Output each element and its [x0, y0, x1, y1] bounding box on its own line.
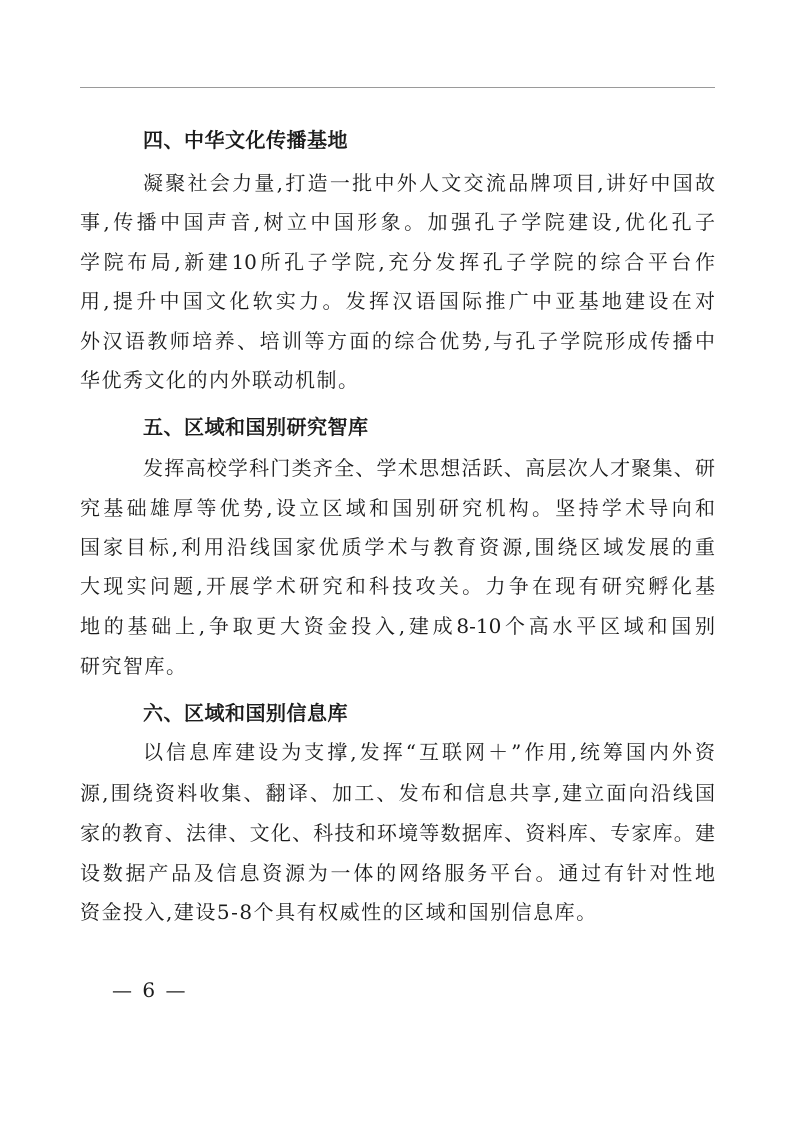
section-heading: 四、中华文化传播基地 [143, 128, 348, 152]
paragraph-line: 外汉语教师培养、培训等方面的综合优势,与孔子学院形成传播中 [80, 329, 715, 353]
paragraph-line: 华优秀文化的内外联动机制。 [80, 368, 360, 392]
section-heading: 六、区域和国别信息库 [143, 701, 348, 725]
paragraph-line: 用,提升中国文化软实力。发挥汉语国际推广中亚基地建设在对 [80, 289, 715, 313]
paragraph-line: 地的基础上,争取更大资金投入,建成8-10个高水平区域和国别 [80, 614, 715, 638]
paragraph-line: 资金投入,建设5-8个具有权威性的区域和国别信息库。 [80, 900, 598, 924]
paragraph-line: 设数据产品及信息资源为一体的网络服务平台。通过有针对性地 [80, 861, 715, 885]
page-number: — 6 — [112, 978, 188, 1002]
paragraph-line: 家的教育、法律、文化、科技和环境等数据库、资料库、专家库。建 [80, 821, 715, 845]
paragraph-line: 以信息库建设为支撑,发挥“互联网＋”作用,统筹国内外资 [143, 740, 715, 764]
paragraph-line: 凝聚社会力量,打造一批中外人文交流品牌项目,讲好中国故 [143, 171, 715, 195]
section-heading: 五、区域和国别研究智库 [143, 415, 369, 439]
paragraph-line: 学院布局,新建10所孔子学院,充分发挥孔子学院的综合平台作 [80, 250, 715, 274]
header-rule [80, 87, 715, 88]
paragraph-line: 研究智库。 [80, 654, 188, 678]
paragraph-line: 事,传播中国声音,树立中国形象。加强孔子学院建设,优化孔子 [80, 210, 715, 234]
paragraph-line: 究基础雄厚等优势,设立区域和国别研究机构。坚持学术导向和 [80, 496, 715, 520]
paragraph-line: 大现实问题,开展学术研究和科技攻关。力争在现有研究孵化基 [80, 574, 715, 598]
paragraph-line: 发挥高校学科门类齐全、学术思想活跃、高层次人才聚集、研 [143, 456, 715, 480]
paragraph-line: 国家目标,利用沿线国家优质学术与教育资源,围绕区域发展的重 [80, 535, 715, 559]
paragraph-line: 源,围绕资料收集、翻译、加工、发布和信息共享,建立面向沿线国 [80, 781, 715, 805]
